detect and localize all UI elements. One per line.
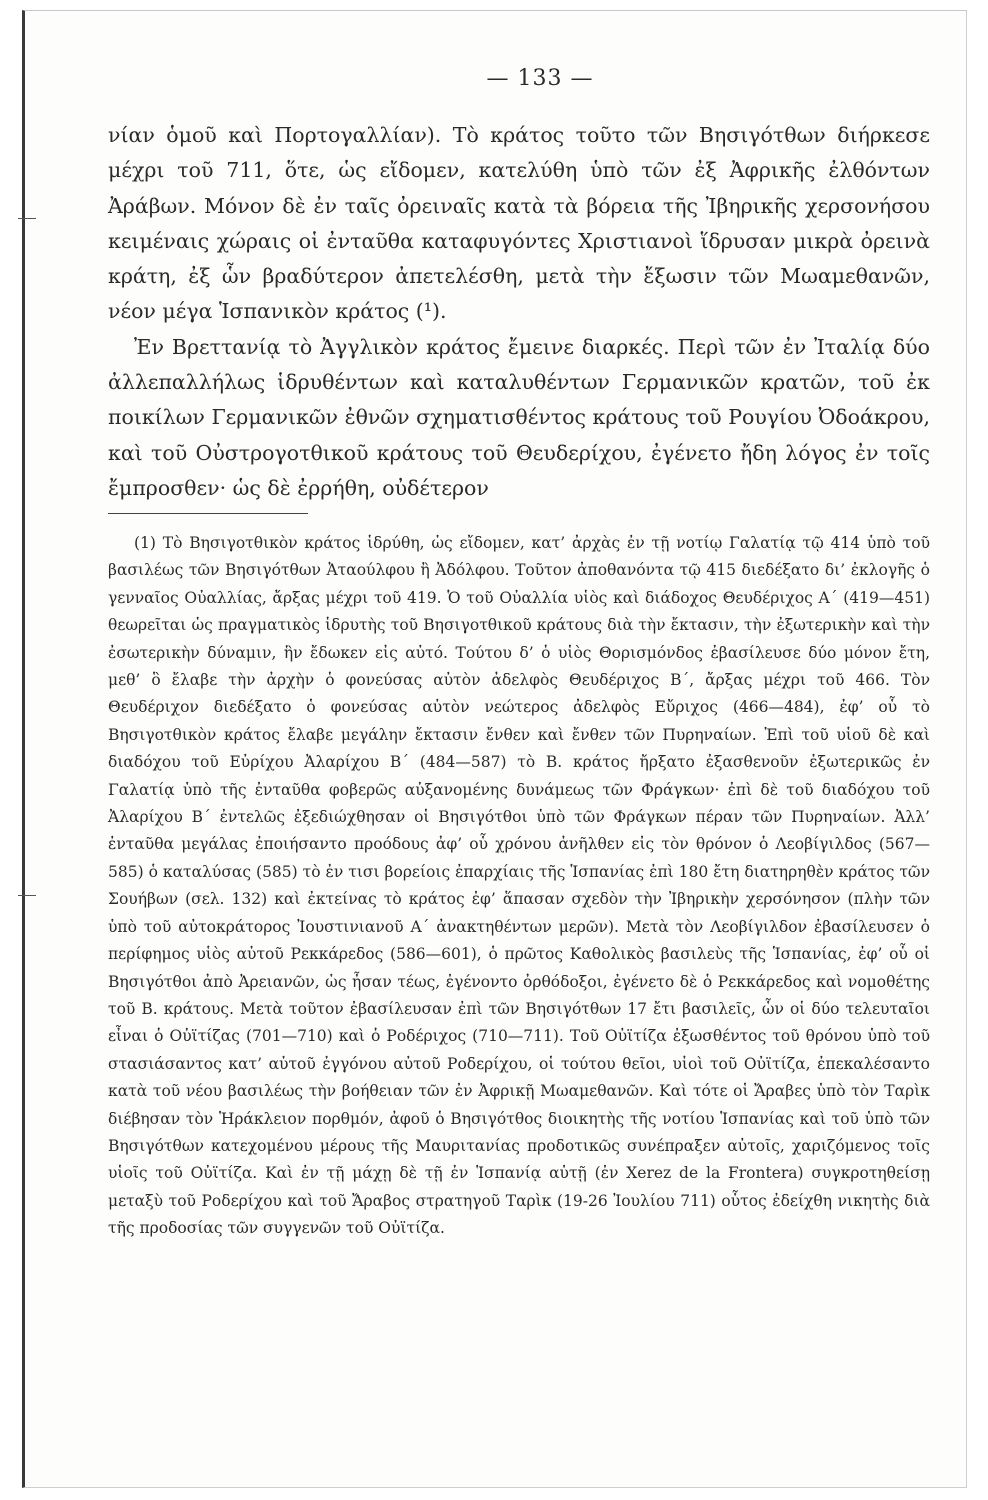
- footnote-rule: [108, 513, 308, 514]
- page-number: — 133 —: [486, 66, 594, 91]
- margin-mark-1: [18, 218, 36, 219]
- footnote-1: (1) Τὸ Βησιγοτθικὸν κράτος ἱδρύθη, ὡς εἴδομεν, κατ’ ἀρχὰς ἐν τῇ νοτίῳ Γαλατίᾳ τῷ 414 ὑπὸ τοῦ βασιλέως τῶν Βησιγότθων Ἀταούλφου ἢ Ἀδόλφου. Τοῦτον ἀποθανόντα τῷ 415 διεδέξατο δι’ ἐκλογῆς ὁ γενναῖος Οὐαλλίας, ἄρξας μέχρι τοῦ 419. Ὁ τοῦ Οὐαλλία υἱὸς καὶ διάδοχος Θευδέριχος Α΄ (419—451) θεωρεῖται ὡς πραγματικὸς ἱδρυτὴς τοῦ Βησιγοτθικοῦ κράτους διὰ τὴν ἔκτασιν, τὴν ἐξωτερικὴν καὶ τὴν ἐσωτερικὴν δύναμιν, ἣν ἔδωκεν εἰς αὐτό. Τούτου δ’ ὁ υἱὸς Θορισμόνδος ἐβασίλευσε δύο μόνον ἔτη, μεθ’ ὃ ἔλαβε τὴν ἀρχὴν ὁ φονεύσας αὐτὸν ἀδελφὸς Θευδέριχος Β΄, ἄρξας μέχρι τοῦ 466. Τὸν Θευδέριχον διεδέξατο ὁ φονεύσας αὐτὸν νεώτερος ἀδελφὸς Εὔριχος (466—484), ἐφ’ οὗ τὸ Βησιγοτθικὸν κράτος ἔλαβε μεγάλην ἔκτασιν ἔνθεν καὶ ἔνθεν τῶν Πυρηναίων. Ἐπὶ τοῦ υἱοῦ δὲ καὶ διαδόχου τοῦ Εὐρίχου Ἀλαρίχου Β΄ (484—587) τὸ Β. κράτος ἤρξατο ἐξασθενοῦν ἐξωτερικῶς ἐν Γαλατίᾳ ὑπὸ τῆς ἐνταῦθα φοβερῶς αὐξανομένης δυνάμεως τῶν Φράγκων· ἐπὶ δὲ τοῦ διαδόχου τοῦ Ἀλαρίχου Β΄ ἐντελῶς ἐξεδιώχθησαν οἱ Βησιγότθοι ὑπὸ τῶν Φράγκων πέραν τῶν Πυρηναίων. Ἀλλ’ ἐνταῦθα μεγάλας ἐποιήσαντο προόδους ἀφ’ οὗ χρόνου ἀνῆλθεν εἰς τὸν θρόνον ὁ Λεοβίγιλδος (567—585) ὁ καταλύσας (585) τὸ ἐν τισι βορείοις ἐπαρχίαις τῆς Ἱσπανίας ἐπὶ 180 ἔτη διατηρηθὲν κράτος τῶν Σουήβων (σελ. 132) καὶ ἐκτείνας τὸ κράτος ἐφ’ ἅπασαν σχεδὸν τὴν Ἰβηρικὴν χερσόνησον (πλὴν τῶν ὑπὸ τοῦ αὐτοκράτορος Ἰουστινιανοῦ Α΄ ἀνακτηθέντων μερῶν). Μετὰ τὸν Λεοβίγιλδον ἐβασίλευσεν ὁ περίφημος υἱὸς αὐτοῦ Ρεκκάρεδος (586—601), ὁ πρῶτος Καθολικὸς βασιλεὺς τῆς Ἱσπανίας, ἐφ’ οὗ οἱ Βησιγότθοι ἀπὸ Ἀρειανῶν, ὡς ἦσαν τέως, ἐγένοντο ὀρθόδοξοι, ἐγένετο δὲ ὁ Ρεκκάρεδος καὶ νομοθέτης τοῦ Β. κράτους. Μετὰ τοῦτον ἐβασίλευσαν ἐπὶ τῶν Βησιγότθων 17 ἔτι βασιλεῖς, ὧν οἱ δύο τελευταῖοι εἶναι ὁ Οὐϊτίζας (701—710) καὶ ὁ Ροδέριχος (710—711). Τοῦ Οὐϊτίζα ἐξωσθέντος τοῦ θρόνου ὑπὸ τοῦ στασιάσαντος κατ’ αὐτοῦ ἐγγόνου αὐτοῦ Ροδερίχου, οἱ τούτου θεῖοι, υἱοὶ τοῦ Οὐϊτίζα, ἐπεκαλέσαντο κατὰ τοῦ νέου βασιλέως τὴν βοήθειαν τῶν ἐν Ἀφρικῇ Μωαμεθανῶν. Καὶ τότε οἱ Ἄραβες ὑπὸ τὸν Ταρὶκ διέβησαν τὸν Ἡράκλειον πορθμόν, ἀφοῦ ὁ Βησιγότθος διοικητὴς τῆς νοτίου Ἱσπανίας καὶ τοῦ ὑπὸ τῶν Βησιγότθων κατεχομένου μέρους τῆς Μαυριτανίας προδοτικῶς συνέπραξεν αὐτοῖς, χαριζόμενος τοῖς υἱοῖς τοῦ Οὐϊτίζα. Καὶ ἐν τῇ μάχῃ δὲ τῇ ἐν Ἱσπανίᾳ αὐτῇ (ἐν Xerez de la Frontera) συγκροτηθείσῃ μεταξὺ τοῦ Ροδερίχου καὶ τοῦ Ἄραβος στρατηγοῦ Ταρὶκ (19-26 Ἰουλίου 711) οὗτος ἐδείχθη νικητὴς διὰ τῆς προδοσίας τῶν συγγενῶν τοῦ Οὐϊτίζα.: [108, 534, 930, 1238]
- paragraph-1: νίαν ὁμοῦ καὶ Πορτογαλλίαν). Τὸ κράτος τοῦτο τῶν Βησιγότθων διήρκεσε μέχρι τοῦ 711, ὅτε, ὡς εἴδομεν, κατελύθη ὑπὸ τῶν ἐξ Ἀφρικῆς ἐλθόντων Ἀράβων. Μόνον δὲ ἐν ταῖς ὀρειναῖς κατὰ τὰ βόρεια τῆς Ἰβηρικῆς χερσονήσου κειμέναις χώραις οἱ ἐνταῦθα καταφυγόντες Χριστιανοὶ ἵδρυσαν μικρὰ ὀρεινὰ κράτη, ἐξ ὧν βραδύτερον ἀπετελέσθη, μετὰ τὴν ἔξωσιν τῶν Μωαμεθανῶν, νέον μέγα Ἱσπανικὸν κράτος (¹).: [108, 123, 930, 324]
- paragraph-2: Ἐν Βρεττανίᾳ τὸ Ἀγγλικὸν κράτος ἔμεινε διαρκές. Περὶ τῶν ἐν Ἰταλίᾳ δύο ἀλλεπαλλήλως ἱδρυθέντων καὶ καταλυθέντων Γερμανικῶν κρατῶν, τοῦ ἐκ ποικίλων Γερμανικῶν ἐθνῶν σχηματισθέντος κράτους τοῦ Ρουγίου Ὀδοάκρου, καὶ τοῦ Οὐστρογοτθικοῦ κράτους τοῦ Θευδερίχου, ἐγένετο ἤδη λόγος ἐν τοῖς ἔμπροσθεν· ὡς δὲ ἐρρήθη, οὐδέτερον: [108, 334, 930, 500]
- margin-mark-2: [18, 895, 36, 896]
- main-text: [108, 118, 930, 506]
- footnote-block: [108, 530, 930, 1243]
